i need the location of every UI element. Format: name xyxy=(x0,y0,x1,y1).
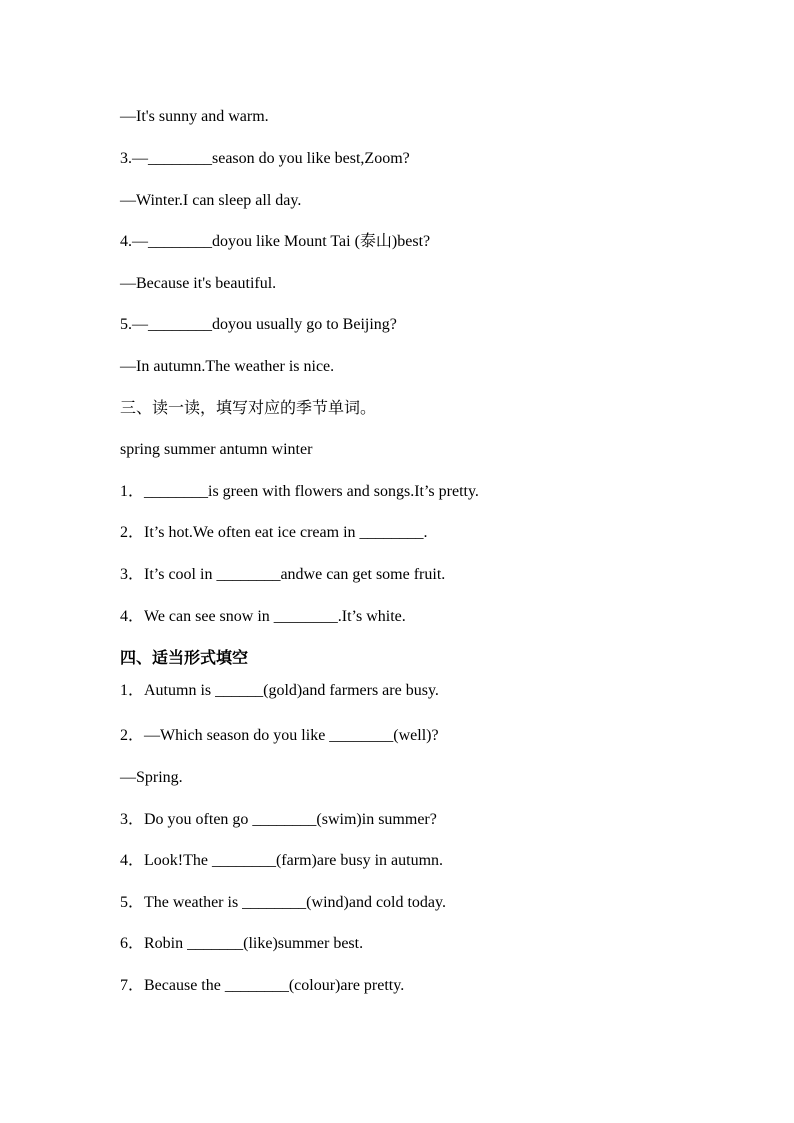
section-4-item-4: 4．Look!The ________(farm)are busy in autumn. xyxy=(120,852,444,869)
section-4-item-6: 6．Robin _______(like)summer best. xyxy=(120,935,364,952)
dialogue-answer-3: —Winter.I can sleep all day. xyxy=(120,192,302,209)
dialogue-answer-4: —Because it's beautiful. xyxy=(120,275,277,292)
section-3-item-4: 4．We can see snow in ________.It’s white. xyxy=(120,608,406,625)
section-3-item-3: 3．It’s cool in ________andwe can get some fruit. xyxy=(120,566,446,583)
dialogue-answer-5: —In autumn.The weather is nice. xyxy=(120,358,335,375)
dialogue-answer-2: —It's sunny and warm. xyxy=(120,108,269,125)
section-3-heading: 三、读一读，填写对应的季节单词。 xyxy=(120,398,377,417)
word-bank: spring summer antumn winter xyxy=(120,441,313,458)
question-5: 5.—________doyou usually go to Beijing? xyxy=(120,316,397,333)
question-4: 4.—________doyou like Mount Tai (泰山)best? xyxy=(120,233,431,250)
section-4-item-7: 7．Because the ________(colour)are pretty. xyxy=(120,977,405,994)
section-4-heading: 四、适当形式填空 xyxy=(120,648,249,667)
section-4-item-2-answer: —Spring. xyxy=(120,769,183,786)
section-3-item-1: 1．________is green with flowers and songs.It’s pretty. xyxy=(120,483,479,500)
section-4-item-5: 5．The weather is ________(wind)and cold today. xyxy=(120,894,446,911)
section-4-item-3: 3．Do you often go ________(swim)in summer? xyxy=(120,811,437,828)
section-4-item-1: 1．Autumn is ______(gold)and farmers are busy. xyxy=(120,682,439,699)
section-3-item-2: 2．It’s hot.We often eat ice cream in ________. xyxy=(120,524,428,541)
question-3: 3.—________season do you like best,Zoom? xyxy=(120,150,410,167)
section-4-item-2: 2．—Which season do you like ________(well)? xyxy=(120,727,439,744)
